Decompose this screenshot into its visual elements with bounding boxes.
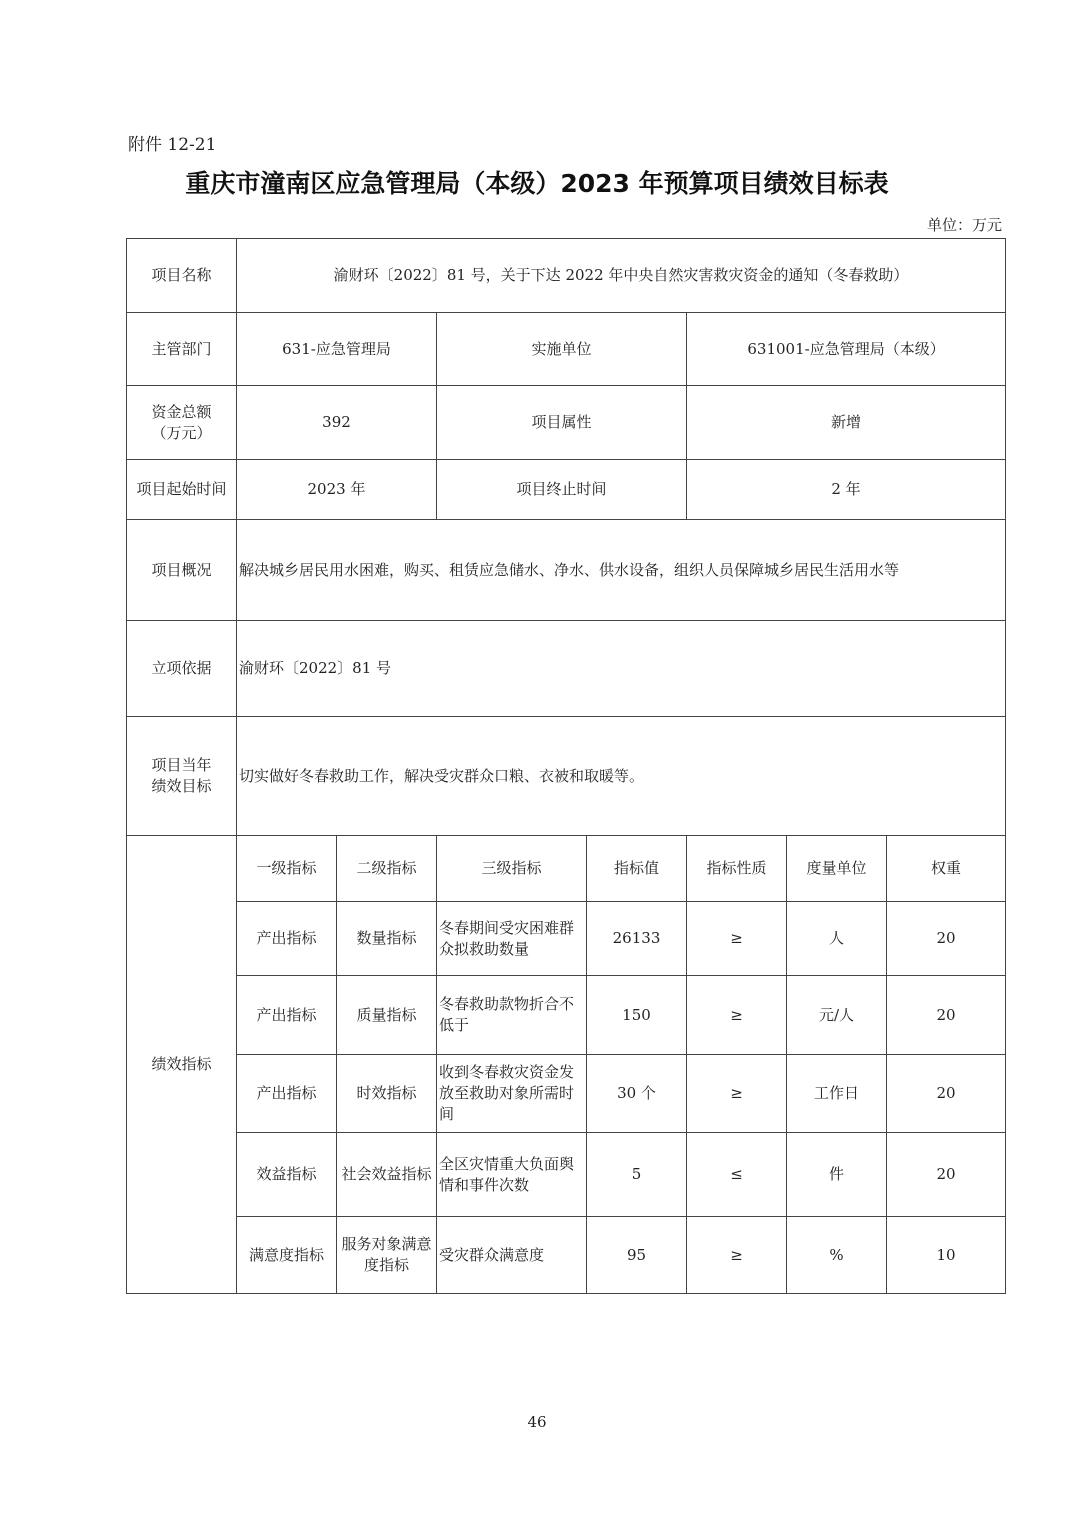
end-label: 项目终止时间 [437, 460, 687, 520]
row-fund [127, 386, 1006, 460]
value-cell: 150 [587, 976, 687, 1055]
header-nature: 指标性质 [687, 836, 787, 902]
goal-label-line2: 绩效目标 [151, 777, 212, 795]
fund-label [127, 386, 237, 460]
value-cell: 26133 [587, 902, 687, 976]
level2-cell: 数量指标 [337, 902, 437, 976]
value-cell: 30 个 [587, 1055, 687, 1133]
row-overview [127, 520, 1006, 621]
indicators-section-label: 绩效指标 [127, 836, 237, 1294]
indicator-row [127, 1217, 1006, 1294]
level1-cell: 满意度指标 [237, 1217, 337, 1294]
row-goal [127, 717, 1006, 836]
attr-label: 项目属性 [437, 386, 687, 460]
level1-cell: 产出指标 [237, 902, 337, 976]
project-name-value: 渝财环〔2022〕81 号，关于下达 2022 年中央自然灾害救灾资金的通知（冬春救助） [237, 239, 1006, 313]
overview-value: 解决城乡居民用水困难，购买、租赁应急储水、净水、供水设备，组织人员保障城乡居民生活用水等 [237, 520, 1006, 621]
unit-cell: 件 [787, 1133, 887, 1217]
row-basis [127, 621, 1006, 717]
level1-cell: 效益指标 [237, 1133, 337, 1217]
value-cell: 95 [587, 1217, 687, 1294]
indicator-row [127, 1133, 1006, 1217]
performance-target-table [126, 238, 1006, 1294]
row-period [127, 460, 1006, 520]
unit-label: 单位：万元 [926, 216, 1002, 234]
header-level2: 二级指标 [337, 836, 437, 902]
fund-value: 392 [237, 386, 437, 460]
indicator-row [127, 902, 1006, 976]
indicator-row [127, 1055, 1006, 1133]
nature-cell: ≥ [687, 976, 787, 1055]
start-label: 项目起始时间 [127, 460, 237, 520]
unit-cell: 工作日 [787, 1055, 887, 1133]
nature-cell: ≥ [687, 1055, 787, 1133]
level3-cell: 冬春救助款物折合不低于 [437, 976, 587, 1055]
nature-cell: ≥ [687, 902, 787, 976]
goal-value: 切实做好冬春救助工作，解决受灾群众口粮、衣被和取暖等。 [237, 717, 1006, 836]
level2-cell: 服务对象满意度指标 [337, 1217, 437, 1294]
attachment-number: 附件 12-21 [128, 135, 217, 155]
basis-value: 渝财环〔2022〕81 号 [237, 621, 1006, 717]
goal-label [127, 717, 237, 836]
unit-cell: % [787, 1217, 887, 1294]
dept-value: 631-应急管理局 [237, 313, 437, 386]
unit-cell: 元/人 [787, 976, 887, 1055]
weight-cell: 20 [887, 902, 1006, 976]
dept-label: 主管部门 [127, 313, 237, 386]
header-value: 指标值 [587, 836, 687, 902]
weight-cell: 10 [887, 1217, 1006, 1294]
row-department [127, 313, 1006, 386]
basis-label: 立项依据 [127, 621, 237, 717]
goal-label-line1: 项目当年 [151, 756, 212, 774]
weight-cell: 20 [887, 1055, 1006, 1133]
level3-cell: 收到冬春救灾资金发放至救助对象所需时间 [437, 1055, 587, 1133]
value-cell: 5 [587, 1133, 687, 1217]
project-name-label: 项目名称 [127, 239, 237, 313]
start-value: 2023 年 [237, 460, 437, 520]
page-title: 重庆市潼南区应急管理局（本级）2023 年预算项目绩效目标表 [185, 169, 889, 198]
level3-cell: 全区灾情重大负面舆情和事件次数 [437, 1133, 587, 1217]
header-unit: 度量单位 [787, 836, 887, 902]
impl-value: 631001-应急管理局（本级） [687, 313, 1006, 386]
fund-label-line1: 资金总额 [151, 402, 212, 421]
level2-cell: 时效指标 [337, 1055, 437, 1133]
level3-cell: 冬春期间受灾困难群众拟救助数量 [437, 902, 587, 976]
header-level1: 一级指标 [237, 836, 337, 902]
unit-cell: 人 [787, 902, 887, 976]
end-value: 2 年 [687, 460, 1006, 520]
impl-label: 实施单位 [437, 313, 687, 386]
level3-cell: 受灾群众满意度 [437, 1217, 587, 1294]
level2-cell: 社会效益指标 [337, 1133, 437, 1217]
nature-cell: ≥ [687, 1217, 787, 1294]
weight-cell: 20 [887, 1133, 1006, 1217]
fund-label-line2: （万元） [151, 423, 212, 442]
overview-label: 项目概况 [127, 520, 237, 621]
indicator-header-row [127, 836, 1006, 902]
row-project-name [127, 239, 1006, 313]
page-number: 46 [527, 1413, 547, 1431]
header-weight: 权重 [887, 836, 1006, 902]
attr-value: 新增 [687, 386, 1006, 460]
nature-cell: ≤ [687, 1133, 787, 1217]
level2-cell: 质量指标 [337, 976, 437, 1055]
indicator-row [127, 976, 1006, 1055]
header-level3: 三级指标 [437, 836, 587, 902]
weight-cell: 20 [887, 976, 1006, 1055]
level1-cell: 产出指标 [237, 976, 337, 1055]
level1-cell: 产出指标 [237, 1055, 337, 1133]
